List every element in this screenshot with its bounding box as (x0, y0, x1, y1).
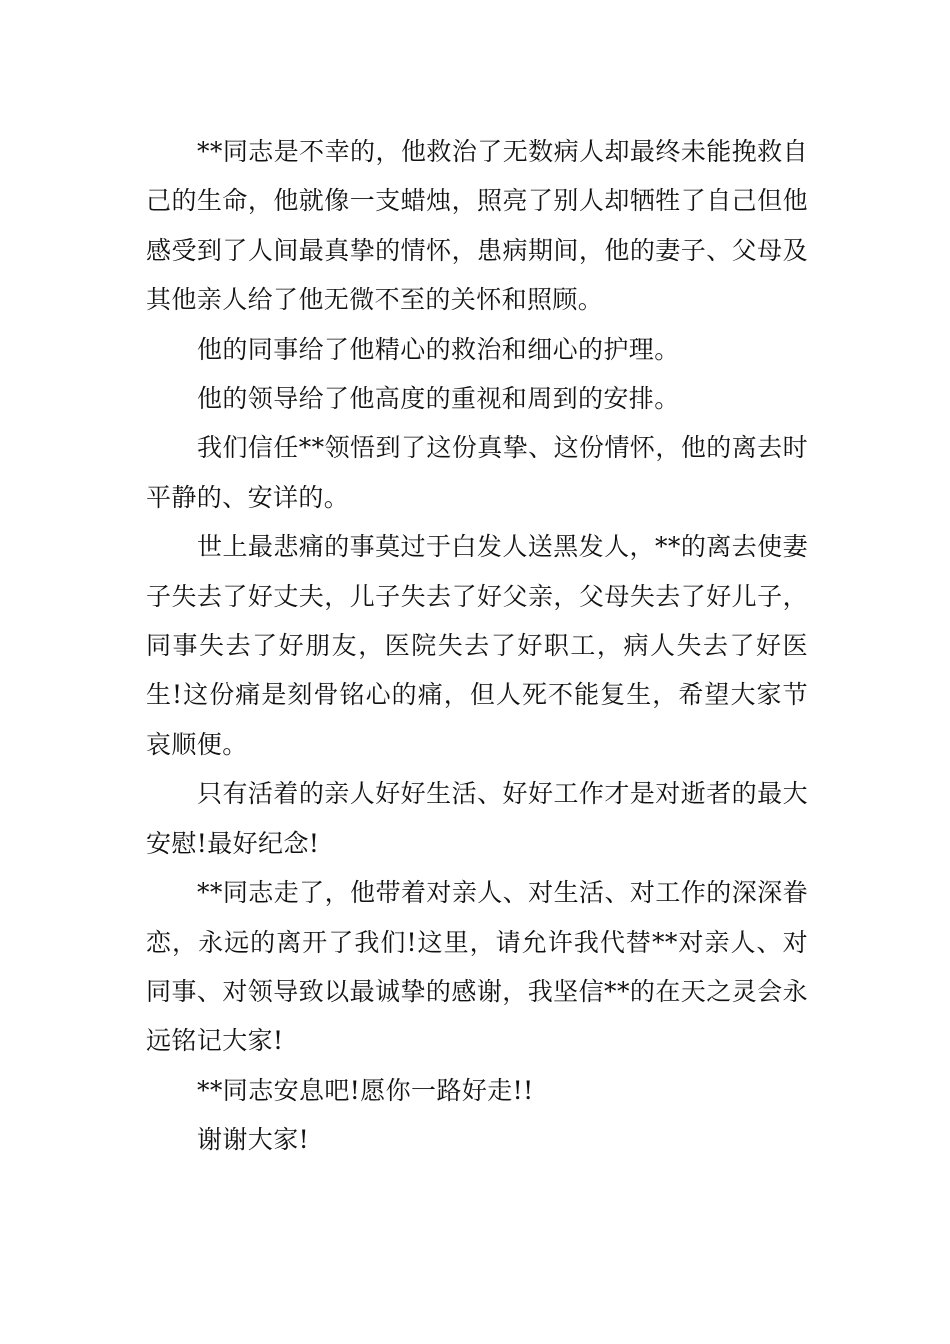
paragraph-4: 我们信任**领悟到了这份真挚、这份情怀，他的离去时平静的、安详的。 (146, 433, 808, 512)
paragraph-7: **同志走了，他带着对亲人、对生活、对工作的深深眷恋，永远的离开了我们!这里，请允许我代替**对亲人、对同事、对领导致以最诚挚的感谢，我坚信**的在天之灵会永远铭记大家! (146, 878, 808, 1056)
paragraph-1: **同志是不幸的，他救治了无数病人却最终未能挽救自己的生命，他就像一支蜡烛，照亮了别人却牺牲了自己但他感受到了人间最真挚的情怀，患病期间，他的妻子、父母及其他亲人给了他无微不至的关怀和照顾。 (146, 137, 808, 315)
document-body (146, 127, 808, 1165)
paragraph-6: 只有活着的亲人好好生活、好好工作才是对逝者的最大安慰!最好纪念! (146, 779, 808, 858)
paragraph-9: 谢谢大家! (197, 1125, 310, 1155)
paragraph-3: 他的领导给了他高度的重视和周到的安排。 (197, 384, 680, 414)
paragraph-5: 世上最悲痛的事莫过于白发人送黑发人，**的离去使妻子失去了好丈夫，儿子失去了好父亲，父母失去了好儿子，同事失去了好朋友，医院失去了好职工，病人失去了好医生!这份痛是刻骨铭心的痛，但人死不能复生，希望大家节哀顺便。 (146, 532, 808, 759)
paragraph-8: **同志安息吧!愿你一路好走!! (197, 1075, 534, 1105)
paragraph-2: 他的同事给了他精心的救治和细心的护理。 (197, 334, 680, 364)
